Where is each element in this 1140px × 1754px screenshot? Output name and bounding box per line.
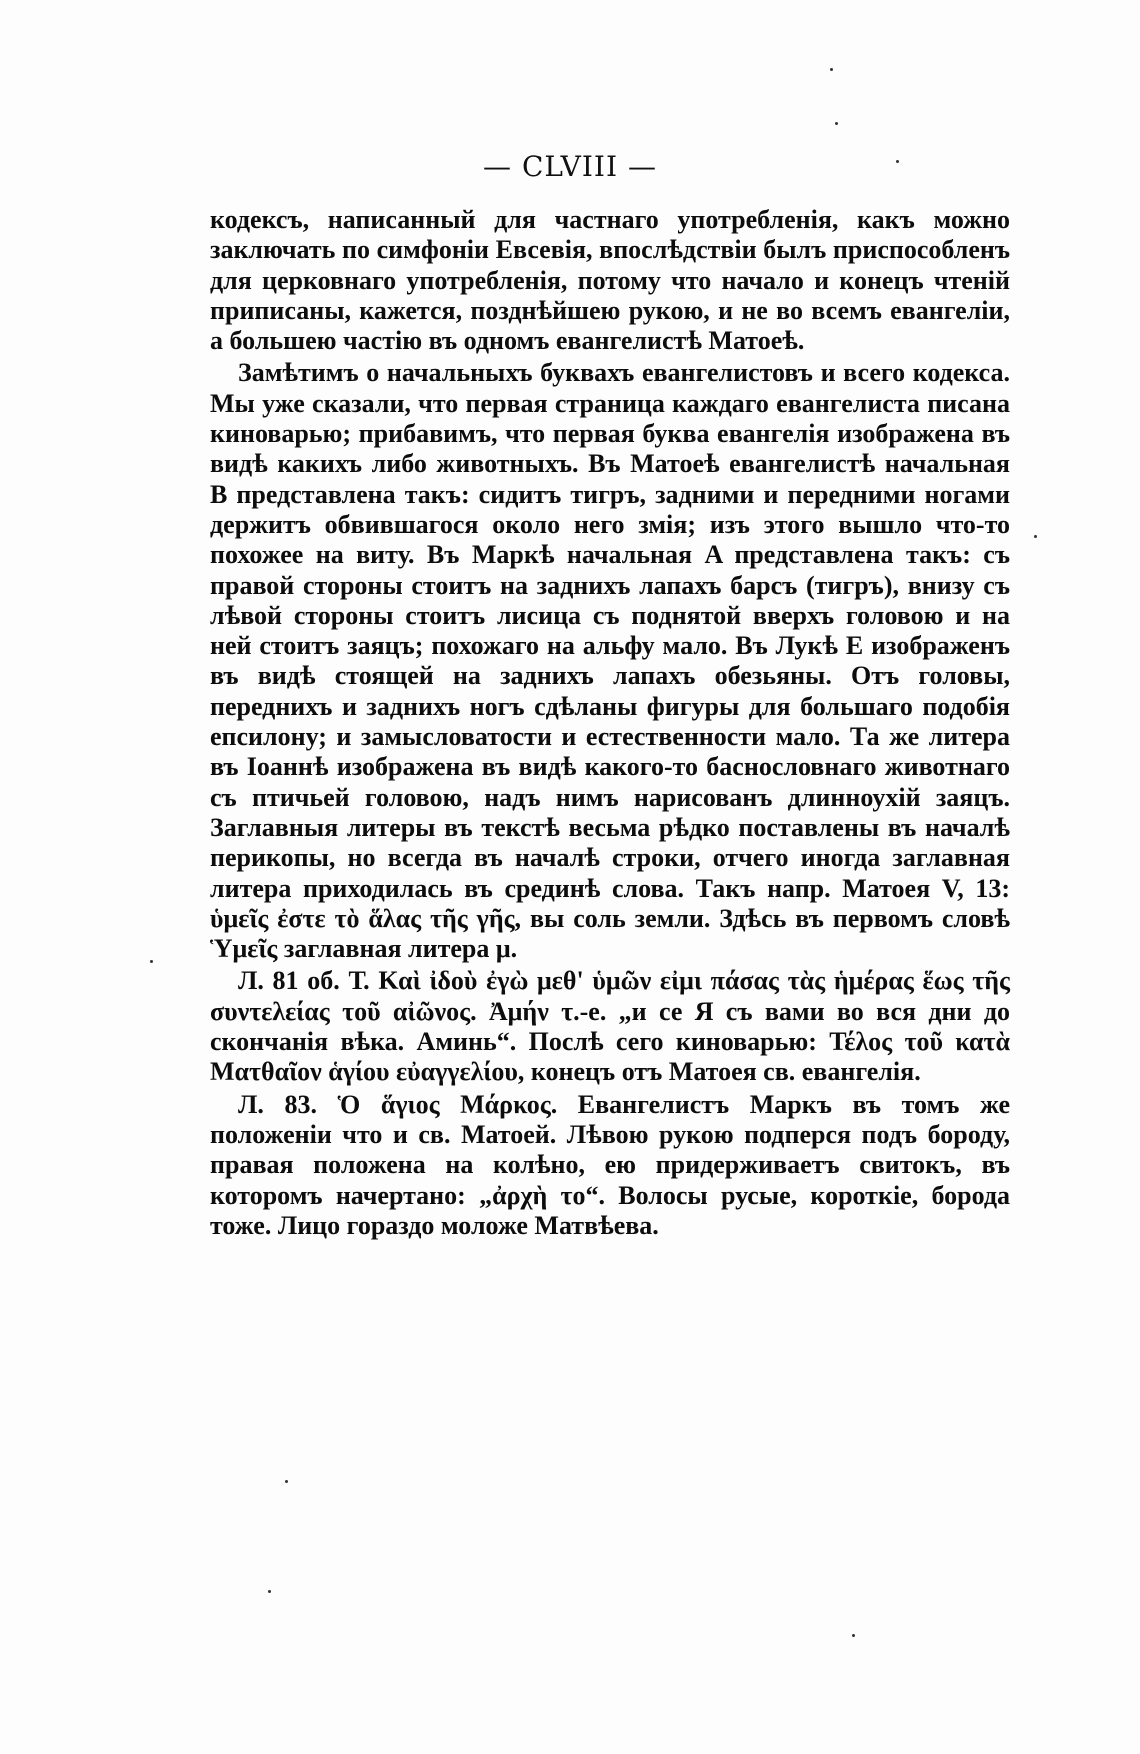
paragraph-4: Л. 83. Ὁ ἅγιος Μάρκος. Евангелистъ Маркъ въ томъ же положеніи что и св. Матоей. Лѣвою рукою подперся подъ бороду, правая положена на колѣно, ею придерживаетъ свитокъ, въ которомъ начертано: „ἀρχὴ το“. Волосы русые, короткіе, борода тоже. Лицо гораздо моложе Матвѣева. xyxy=(210,1089,1010,1240)
scan-speck xyxy=(830,68,833,71)
body-text xyxy=(210,205,1010,1241)
scan-speck xyxy=(835,122,838,125)
paragraph-3: Л. 81 об. Т. Καὶ ἰδοὺ ἐγὼ μεθ' ὑμῶν εἰμι πάσας τὰς ἡμέρας ἕως τῆς συντελείας τοῦ αἰῶνος. Ἀμήν τ.-е. „и се Я съ вами во вся дни до скончанія вѣка. Аминь“. Послѣ сего киноварью: Τέλος τοῦ κατὰ Ματθαῖον ἁγίου εὐαγγελίου, конецъ отъ Матоея св. евангелія. xyxy=(210,966,1010,1087)
scan-speck xyxy=(285,1480,288,1483)
paragraph-2: Замѣтимъ о начальныхъ буквахъ евангелистовъ и всего кодекса. Мы уже сказали, что первая страница каждаго евангелиста писана киноварью; прибавимъ, что первая буква евангелія изображена въ видѣ какихъ либо животныхъ. Въ Матоеѣ евангелистѣ начальная B представлена такъ: сидитъ тигръ, задними и передними ногами держитъ обвившагося около него змія; изъ этого вышло что-то похожее на виту. Въ Маркѣ начальная A представлена такъ: съ правой стороны стоитъ на заднихъ лапахъ барсъ (тигръ), внизу съ лѣвой стороны стоитъ лисица съ поднятой вверхъ головою и на ней стоитъ заяцъ; похожаго на альфу мало. Въ Лукѣ E изображенъ въ видѣ стоящей на заднихъ лапахъ обезьяны. Отъ головы, переднихъ и заднихъ ногъ сдѣланы фигуры для большаго подобія епсилону; и замысловатости и естественности мало. Та же литера въ Іоаннѣ изображена въ видѣ какого-то баснословнаго животнаго съ птичьей головою, надъ нимъ нарисованъ длинноухій заяцъ. Заглавныя литеры въ текстѣ весьма рѣдко поставлены въ началѣ перикопы, но всегда въ началѣ строки, отчего иногда заглавная литера приходилась въ срединѣ слова. Такъ напр. Матоея V, 13: ὑμεῖς ἐστε τὸ ἅλας τῆς γῆς, вы соль земли. Здѣсь въ первомъ словѣ Ὑμεῖς заглавная литера μ. xyxy=(210,358,1010,964)
scan-speck xyxy=(896,160,899,163)
scan-speck xyxy=(852,1634,855,1637)
scan-speck xyxy=(150,960,153,963)
page-number: — CLVIII — xyxy=(483,150,657,183)
scan-speck xyxy=(1034,535,1037,538)
scan-speck xyxy=(268,1590,271,1593)
paragraph-1: кодексъ, написанный для частнаго употребленія, какъ можно заключать по симфоніи Евсевія, впослѣдствіи былъ приспособленъ для церковнаго употребленія, потому что начало и конецъ чтеній приписаны, кажется, позднѣйшею рукою, и не во всемъ евангеліи, а большею частію въ одномъ евангелистѣ Матоеѣ. xyxy=(210,205,1010,356)
